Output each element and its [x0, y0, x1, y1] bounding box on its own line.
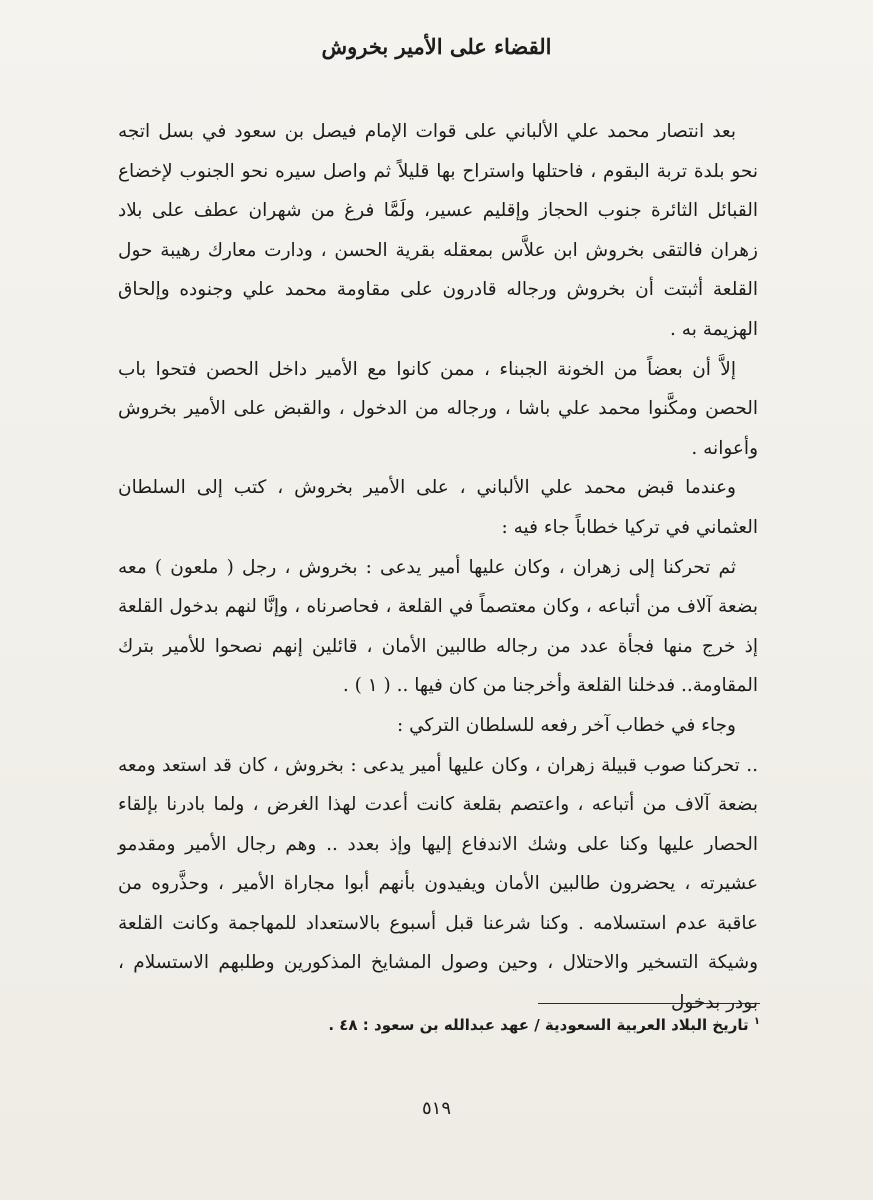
- quote-2: .. تحركنا صوب قبيلة زهران ، وكان عليها أمير يدعى : بخروش ، كان قد استعد ومعه بضعة آلاف من أتباعه ، واعتصم بقلعة كانت أعدت لهذا الغرض ، ولما بادرنا بإلقاء الحصار عليها وكنا على وشك الاندفاع إليها وإذ بعدد .. وهم رجال الأمير ومقدمو عشيرته ، يحضرون طالبين الأمان ويفيدون بأنهم أبوا مجاراة الأمير ، وحذَّروه من عاقبة عدم استسلامه . وكنا شرعنا قبل أسبوع بالاستعداد للمهاجمة وكانت القلعة وشيكة التسخير والاحتلال ، وحين وصول المشايخ المذكورين وطلبهم الاستسلام ، بودر بدخول: [118, 754, 758, 1014]
- page-title: القضاء على الأمير بخروش: [321, 34, 552, 59]
- footnote: [300, 1016, 760, 1034]
- quote-1: ثم تحركنا إلى زهران ، وكان عليها أمير يدعى : بخروش ، رجل ( ملعون ) معه بضعة آلاف من أتباعه ، وكان معتصماً في القلعة ، فحاصرناه ، وإنَّا لنهم بدخول القلعة إذ خرج منها فجأة عدد من رجاله طالبين الأمان ، قائلين إنهم نصحوا للأمير بترك المقاومة.. فدخلنا القلعة وأخرجنا من كان فيها .. ( ١ ) .: [118, 556, 758, 697]
- body-text: [118, 112, 758, 1023]
- paragraph-1: بعد انتصار محمد علي الألباني على قوات الإمام فيصل بن سعود في بسل اتجه نحو بلدة تربة البقوم ، فاحتلها واستراح بها قليلاً ثم واصل سيره نحو الجنوب لإخضاع القبائل الثائرة جنوب الحجاز وإقليم عسير، ولَمَّا فرغ من شهران عطف على بلاد زهران فالتقى بخروش ابن علاَّس بمعقله بقرية الحسن ، ودارت معارك رهيبة حول القلعة أثبتت أن بخروش ورجاله قادرون على مقاومة محمد علي وجنوده وإلحاق الهزيمة به .: [118, 121, 758, 340]
- page-number: ٥١٩: [421, 1098, 451, 1119]
- footnote-divider: [538, 1003, 760, 1004]
- paragraph-2: إلاَّ أن بعضاً من الخونة الجبناء ، ممن كانوا مع الأمير داخل الحصن فتحوا باب الحصن ومكَّنوا محمد علي باشا ، ورجاله من الدخول ، والقبض على الأمير بخروش وأعوانه .: [118, 358, 758, 459]
- paragraph-3: وعندما قبض محمد علي الألباني ، على الأمير بخروش ، كتب إلى السلطان العثماني في تركيا خطاباً جاء فيه :: [118, 477, 758, 538]
- footnote-marker: ١: [753, 1016, 760, 1027]
- paragraph-4: وجاء في خطاب آخر رفعه للسلطان التركي :: [396, 714, 736, 736]
- footnote-text: تاريخ البلاد العربية السعودية / عهد عبدالله بن سعود : ٤٨ .: [328, 1016, 749, 1034]
